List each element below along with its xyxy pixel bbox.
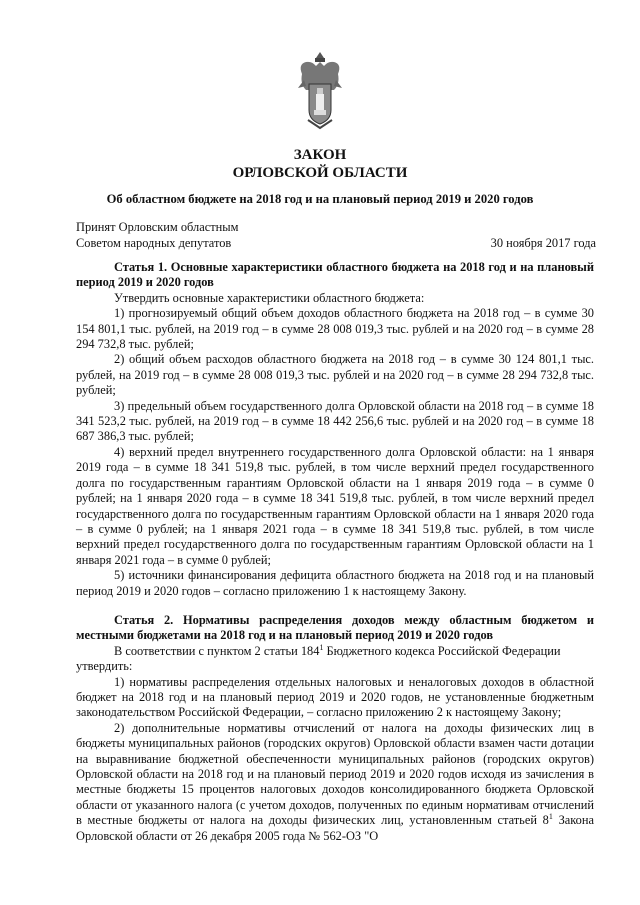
- adopted-by-line-1: Принят Орловским областным: [76, 220, 239, 234]
- adoption-date: 30 ноября 2017 года: [490, 236, 596, 250]
- region-title: ОРЛОВСКОЙ ОБЛАСТИ: [232, 165, 408, 181]
- article-1-item-5: 5) источники финансирования дефицита областного бюджета на 2018 год и на плановый период 2019 и 2020 годов – согласно приложению 1 к настоящему Закону.: [76, 568, 594, 598]
- article-1-intro: Утвердить основные характеристики областного бюджета:: [114, 290, 425, 305]
- law-subtitle: Об областном бюджете на 2018 год и на плановый период 2019 и 2020 годов: [106, 192, 534, 206]
- article-1-item-2: 2) общий объем расходов областного бюджета на 2018 год – в сумме 30 124 801,1 тыс. рублей, на 2019 год – в сумме 28 008 019,3 тыс. рублей и на 2020 год – в сумме 28 294 732,8 тыс. рублей;: [76, 352, 594, 398]
- coat-of-arms-icon: [296, 50, 344, 132]
- law-body: [76, 260, 594, 844]
- article-1-item-4: 4) верхний предел внутреннего государственного долга Орловской области: на 1 января 2019 года – в сумме 18 341 519,8 тыс. рублей, в том числе верхний предел государственного долга по государственным гарантиям Орловской области на 1 января 2019 года – в сумме 0 рублей; на 1 января 2020 года – в сумме 18 341 519,8 тыс. рублей, в том числе верхний предел государственного долга по государственным гарантиям Орловской области на 1 января 2020 года – в сумме 0 рублей; на 1 января 2021 года – в сумме 18 341 519,8 тыс. рублей, в том числе верхний предел государственного долга по государственным гарантиям Орловской области на 1 января 2021 года – в сумме 0 рублей;: [76, 444, 594, 567]
- article-2-item-2: 2) дополнительные нормативы отчислений от налога на доходы физических лиц в бюджеты муниципальных районов (городских округов) Орловской области взамен части дотации на выравнивание бюджетной обеспеченности муниципальных районов (городских округов) Орловской области на 2018 год и на плановый период 2019 и 2020 годов исходя из зачисления в местные бюджеты 15 процентов налоговых доходов консолидированного бюджета Орловской области от указанного налога (с учетом доходов, полученных по единым нормативам отчислений в местные бюджеты от налога на доходы физических лиц, установленным статьей $8^1$ Закона Орловской области от 26 декабря 2005 года № 562-ОЗ "О: [76, 720, 594, 843]
- article-2-intro-continued: утвердить:: [76, 659, 133, 674]
- article-1-item-3: 3) предельный объем государственного долга Орловской области на 2018 год – в сумме 18 341 523,2 тыс. рублей, на 2019 год – в сумме 18 442 256,6 тыс. рублей и на 2020 год – в сумме 18 687 386,3 тыс. рублей;: [76, 398, 594, 444]
- article-2-intro: В соответствии с пунктом 2 статьи $184^1$ Бюджетного кодекса Российской Федерации: [114, 642, 561, 658]
- article-2-item-1: 1) нормативы распределения отдельных налоговых и неналоговых доходов в областной бюджет на 2018 год и на плановый период 2019 и 2020 годов, не установленные бюджетным законодательством Российской Федерации, – согласно приложению 2 к настоящему Закону;: [76, 674, 594, 720]
- adopted-by-line-2: Советом народных депутатов: [76, 236, 232, 250]
- article-2-heading: Статья 2. Нормативы распределения доходов между областным бюджетом и местными бюджетами на 2018 год и на плановый период 2019 и 2020 годов: [76, 612, 594, 643]
- adoption-block: [76, 220, 596, 252]
- article-1-item-1: 1) прогнозируемый общий объем доходов областного бюджета на 2018 год – в сумме 30 154 801,1 тыс. рублей, на 2019 год – в сумме 28 008 019,3 тыс. рублей и на 2020 год – в сумме 28 294 732,8 тыс. рублей;: [76, 306, 594, 352]
- law-title: ЗАКОН: [293, 147, 347, 163]
- article-1-heading: Статья 1. Основные характеристики областного бюджета на 2018 год и на плановый период 2019 и 2020 годов: [76, 260, 594, 290]
